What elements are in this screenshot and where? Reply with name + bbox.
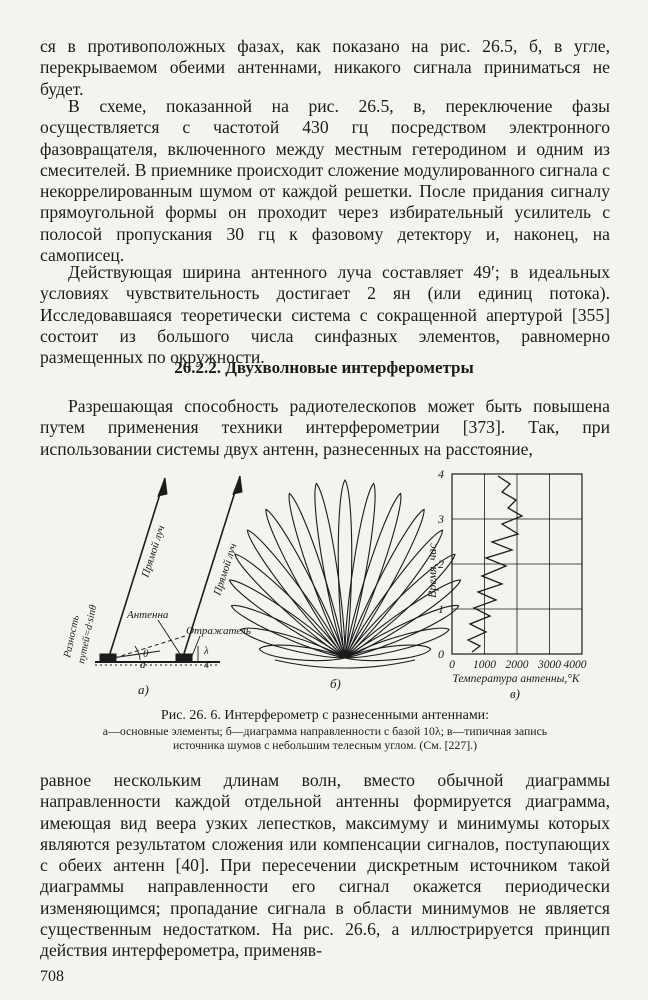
antenna-pointer — [158, 620, 180, 654]
label-theta: θ — [143, 648, 149, 660]
y-tick-3: 3 — [438, 512, 444, 526]
label-direct-ray-1: Прямой луч — [139, 523, 168, 579]
x-tick-2000: 2000 — [505, 659, 529, 671]
section-heading: 26.2.2. Двухволновые интерферометры — [174, 358, 474, 377]
x-tick-0: 0 — [449, 659, 455, 671]
x-tick-1000: 1000 — [473, 659, 496, 671]
caption-line-1: а—основные элементы; б—диаграмма направленности с базой 10λ; в—типичная запись — [102, 724, 548, 738]
label-reflector: Отражатель — [186, 625, 251, 637]
panel-b-label: б) — [330, 676, 341, 691]
y-tick-1: 1 — [438, 602, 444, 616]
x-tick-3000: 3000 — [538, 659, 561, 671]
y-tick-2: 2 — [438, 557, 444, 571]
y-tick-0: 0 — [438, 647, 444, 661]
figure-26-6 — [40, 466, 610, 706]
antenna-1 — [100, 654, 116, 662]
reflector-pointer — [192, 636, 200, 656]
label-path-diff-1: Разность — [62, 614, 82, 659]
x-axis-label: Температура антенны,°К — [452, 673, 580, 685]
paragraph-5: равное нескольким длинам волн, вместо обычной диаграммы направленности каждой отдельной антенны формируется диаграмма, имеющая вид веера узких лепестков, максимуму и минимумы которых являются результатом сложения или компенсации сигналов, поступающих с обеих антенн [40]. При пересечении дискретным источником такой диаграммы направленности его сигнал окажется периодически изменяющимся; пропадание сигнала в области минимумов не является существенным недостатком. На рис. 26.6, а иллюстрируется принцип действия интерферометра, применяв- — [40, 770, 610, 961]
label-d: d — [140, 659, 146, 671]
panel-c-chart — [452, 474, 582, 654]
paragraph-1: ся в противоположных фазах, как показано на рис. 26.5, б, в угле, перекрываемом обеими антеннами, никакого сигнала приниматься не будет. — [40, 36, 610, 99]
panel-a-label: а) — [138, 682, 149, 697]
theta-arc — [135, 646, 140, 660]
label-direct-ray-2: Прямой луч — [211, 541, 240, 597]
antenna-2 — [176, 654, 192, 662]
direct-ray-1 — [108, 478, 168, 660]
label-lambda: λ — [204, 645, 209, 657]
y-tick-4: 4 — [438, 467, 444, 481]
paragraph-2: В схеме, показанной на рис. 26.5, в, переключение фазы осуществляется с частотой 430 гц посредством электронного фазовращателя, включенного между местным гетеродином и одним из смесителей. В приемнике происходит сложение модулированного сигнала с некоррелированным шумом от каждой решетки. После придания сигналу прямоугольной формы он проходит через избирательный усилитель с полосой пропускания 30 гц к фазовому детектору и, наконец, на самописец. — [40, 96, 610, 266]
lobe-base-arc — [275, 660, 415, 668]
paragraph-4: Разрешающая способность радиотелескопов может быть повышена путем применения техники интерферометрии [373]. Так, при использовании системы двух антенн, разнесенных на расстояние, — [40, 396, 610, 459]
paragraph-3: Действующая ширина антенного луча составляет 49′; в идеальных условиях чувствительность достигает 2 ян (или единиц потока). Исследовавшаяся теоретически система с сокращенной апертурой [355] состоит из большого числа синфазных элементов, равномерно размещенных по окружности. — [40, 262, 610, 368]
figure-caption — [40, 708, 610, 752]
figure-drawing — [40, 466, 610, 706]
label-four: 4 — [204, 660, 209, 671]
direct-ray-1-arrow — [158, 478, 167, 496]
caption-title: Рис. 26. 6. Интерферометр с разнесенными антеннами: — [160, 708, 490, 723]
direct-ray-2-arrow — [233, 476, 242, 494]
baseline-segment — [112, 651, 160, 658]
panel-c-label: в) — [510, 686, 520, 701]
y-axis-label: Время, час — [425, 543, 439, 598]
label-path-diff-2: путей=d·sinθ — [76, 603, 100, 665]
x-tick-4000: 4000 — [563, 659, 587, 671]
lobe — [242, 526, 350, 662]
page-number: 708 — [40, 968, 64, 985]
label-antenna: Антенна — [127, 609, 169, 621]
caption-line-2: источника шумов с небольшим телесным углом. (См. [227].) — [172, 738, 478, 752]
